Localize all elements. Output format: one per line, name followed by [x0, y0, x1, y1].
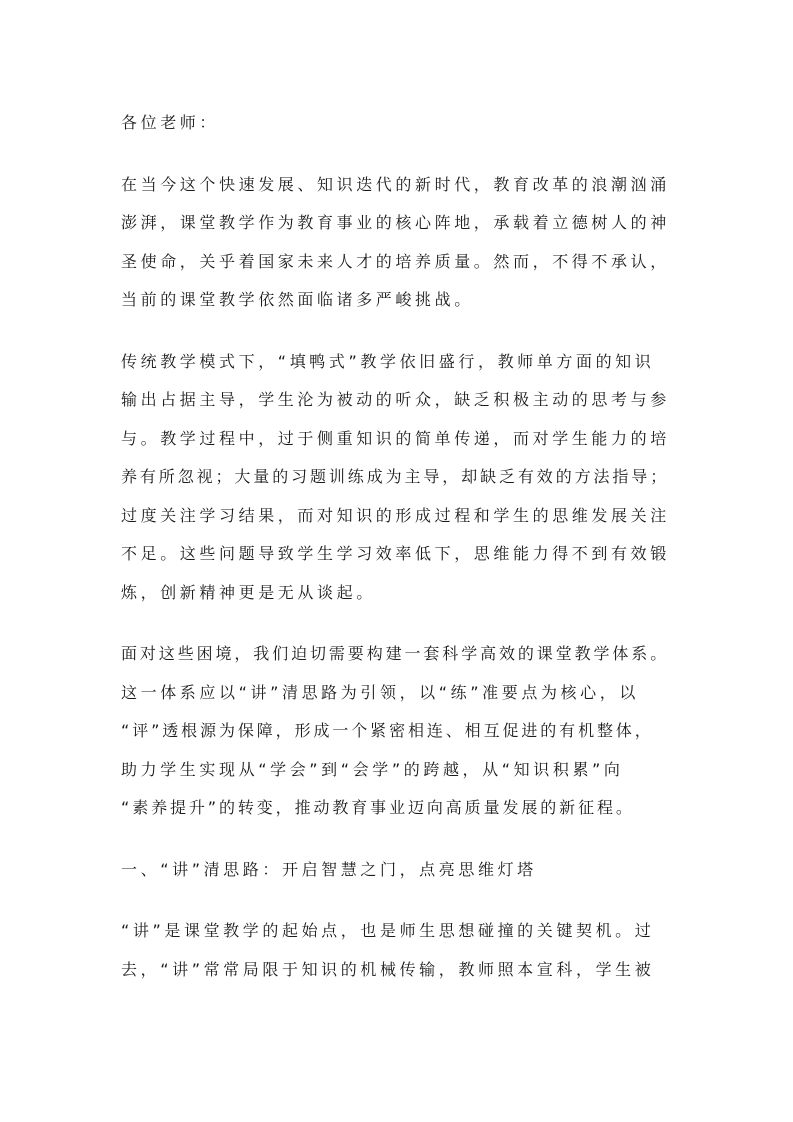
document-body: [121, 104, 681, 989]
paragraph-solution: [121, 635, 681, 828]
paragraph-gap: [121, 612, 681, 635]
text-line: 与。教学过程中，过于侧重知识的简单传递，而对学生能力的培: [121, 428, 670, 448]
text-line: 在当今这个快速发展、知识迭代的新时代，教育改革的浪潮汹涌: [121, 174, 670, 194]
text-line: 当前的课堂教学依然面临诸多严峻挑战。: [121, 290, 474, 309]
text-line: 传统教学模式下，“填鸭式”教学依旧盛行，教师单方面的知识: [121, 351, 655, 371]
text-line: 过度关注学习结果，而对知识的形成过程和学生的思维发展关注: [121, 505, 670, 525]
text-line: 面对这些困境，我们迫切需要构建一套科学高效的课堂教学体系。: [121, 644, 670, 663]
text-line: 输出占据主导，学生沦为被动的听众，缺乏积极主动的思考与参: [121, 390, 670, 409]
text-line: “素养提升”的转变，推动教育事业迈向高质量发展的新征程。: [121, 798, 635, 817]
section-heading: [121, 851, 681, 890]
text-line: 澎湃，课堂教学作为教育事业的核心阵地，承载着立德树人的神: [121, 213, 670, 232]
text-line: 炼，创新精神更是无从谈起。: [121, 582, 376, 602]
text-line: 助力学生实现从“学会”到“会学”的跨越，从“知识积累”向: [121, 759, 624, 779]
text-line: 圣使命，关乎着国家未来人才的培养质量。然而，不得不承认，: [121, 251, 670, 271]
text-line: 这一体系应以“讲”清思路为引领，以“练”准要点为核心，以: [121, 682, 639, 702]
heading-line: 一、“讲”清思路：开启智慧之门，点亮思维灯塔: [121, 859, 537, 879]
paragraph-intro: [121, 166, 681, 320]
paragraph-gap: [121, 320, 681, 343]
paragraph-gap: [121, 143, 681, 166]
paragraph-gap: [121, 889, 681, 912]
text-line: “讲”是课堂教学的起始点，也是师生思想碰撞的关键契机。过: [121, 921, 655, 940]
text-line: 养有所忽视；大量的习题训练成为主导，却缺乏有效的方法指导；: [121, 467, 670, 486]
greeting: 各位老师：: [121, 113, 220, 132]
paragraph-lecture: [121, 912, 681, 989]
paragraph-problems: [121, 343, 681, 613]
text-line: 去，“讲”常常局限于知识的机械传输，教师照本宣科，学生被: [121, 959, 655, 979]
text-line: 不足。这些问题导致学生学习效率低下，思维能力得不到有效锻: [121, 544, 670, 563]
paragraph-gap: [121, 828, 681, 851]
text-line: “评”透根源为保障，形成一个紧密相连、相互促进的有机整体，: [121, 721, 654, 740]
